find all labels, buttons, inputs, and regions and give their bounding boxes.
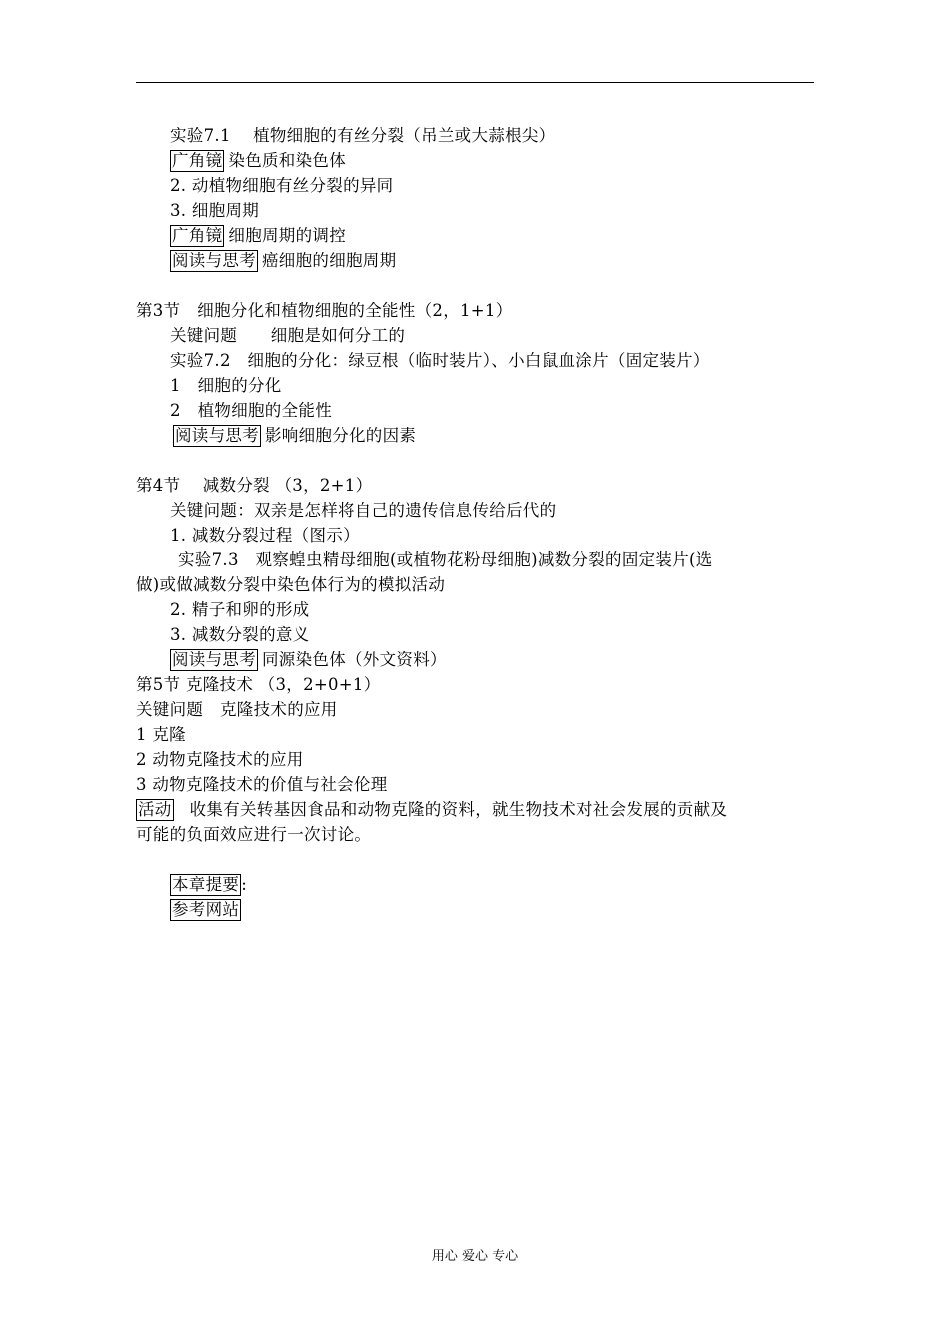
line-4-item-3: 3. 减数分裂的意义 xyxy=(170,625,310,644)
section-4-heading: 第4节 减数分裂 （3，2+1） xyxy=(136,476,373,495)
line-reference-sites xyxy=(170,899,245,921)
reading-thinking-box: 阅读与思考 xyxy=(172,251,256,270)
reading-thinking-box: 阅读与思考 xyxy=(172,650,256,669)
line-3-item-2: 2 植物细胞的全能性 xyxy=(170,401,332,420)
line-key-question-3: 关键问题 细胞是如何分工的 xyxy=(170,326,406,345)
activity-box: 活动 xyxy=(138,800,172,819)
line-4-item-1: 1. 减数分裂过程（图示） xyxy=(170,526,360,545)
line-5-item-2: 2 动物克隆技术的应用 xyxy=(136,750,304,769)
reference-sites-box: 参考网站 xyxy=(172,900,240,919)
line-item-3: 3. 细胞周期 xyxy=(170,201,260,220)
header-rule xyxy=(136,82,814,83)
line-key-question-4: 关键问题：双亲是怎样将自己的遗传信息传给后代的 xyxy=(170,501,557,520)
line-4-item-2: 2. 精子和卵的形成 xyxy=(170,600,310,619)
line-5-item-3: 3 动物克隆技术的价值与社会伦理 xyxy=(136,775,388,794)
line-reading-2: 阅读与思考 影响细胞分化的因素 xyxy=(175,426,417,445)
line-item-2: 2. 动植物细胞有丝分裂的异同 xyxy=(170,176,394,195)
chapter-summary-box: 本章提要 xyxy=(172,875,240,894)
line-wide-angle-2: 广角镜 细胞周期的调控 xyxy=(172,226,347,245)
line-wide-angle-1: 广角镜 染色质和染色体 xyxy=(172,151,347,170)
line-activity-cont: 可能的负面效应进行一次讨论。 xyxy=(136,825,372,844)
line-experiment-7-1: 实验7.1 植物细胞的有丝分裂（吊兰或大蒜根尖） xyxy=(170,126,556,145)
reading-thinking-box: 阅读与思考 xyxy=(175,426,259,445)
line-key-question-5: 关键问题 克隆技术的应用 xyxy=(136,700,338,719)
line-experiment-7-3: 实验7.3 观察蝗虫精母细胞(或植物花粉母细胞)减数分裂的固定装片(选 xyxy=(178,550,713,569)
line-chapter-summary: 本章提要 : xyxy=(172,875,248,894)
line-3-item-1: 1 细胞的分化 xyxy=(170,376,282,395)
line-experiment-7-2: 实验7.2 细胞的分化：绿豆根（临时装片）、小白鼠血涂片（固定装片） xyxy=(170,351,710,370)
line-activity: 活动 收集有关转基因食品和动物克隆的资料，就生物技术对社会发展的贡献及 xyxy=(138,800,728,819)
wide-angle-box: 广角镜 xyxy=(172,151,223,170)
line-5-item-1: 1 克隆 xyxy=(136,725,186,744)
wide-angle-box: 广角镜 xyxy=(172,226,223,245)
section-3-heading: 第3节 细胞分化和植物细胞的全能性（2，1+1） xyxy=(136,301,513,320)
page-footer: 用心 爱心 专心 xyxy=(431,1249,519,1264)
line-reading-3: 阅读与思考 同源染色体（外文资料） xyxy=(172,650,447,669)
line-reading-1: 阅读与思考 癌细胞的细胞周期 xyxy=(172,251,397,270)
section-5-heading: 第5节 克隆技术 （3，2+0+1） xyxy=(136,675,381,694)
line-experiment-7-3-cont: 做)或做减数分裂中染色体行为的模拟活动 xyxy=(136,575,446,594)
